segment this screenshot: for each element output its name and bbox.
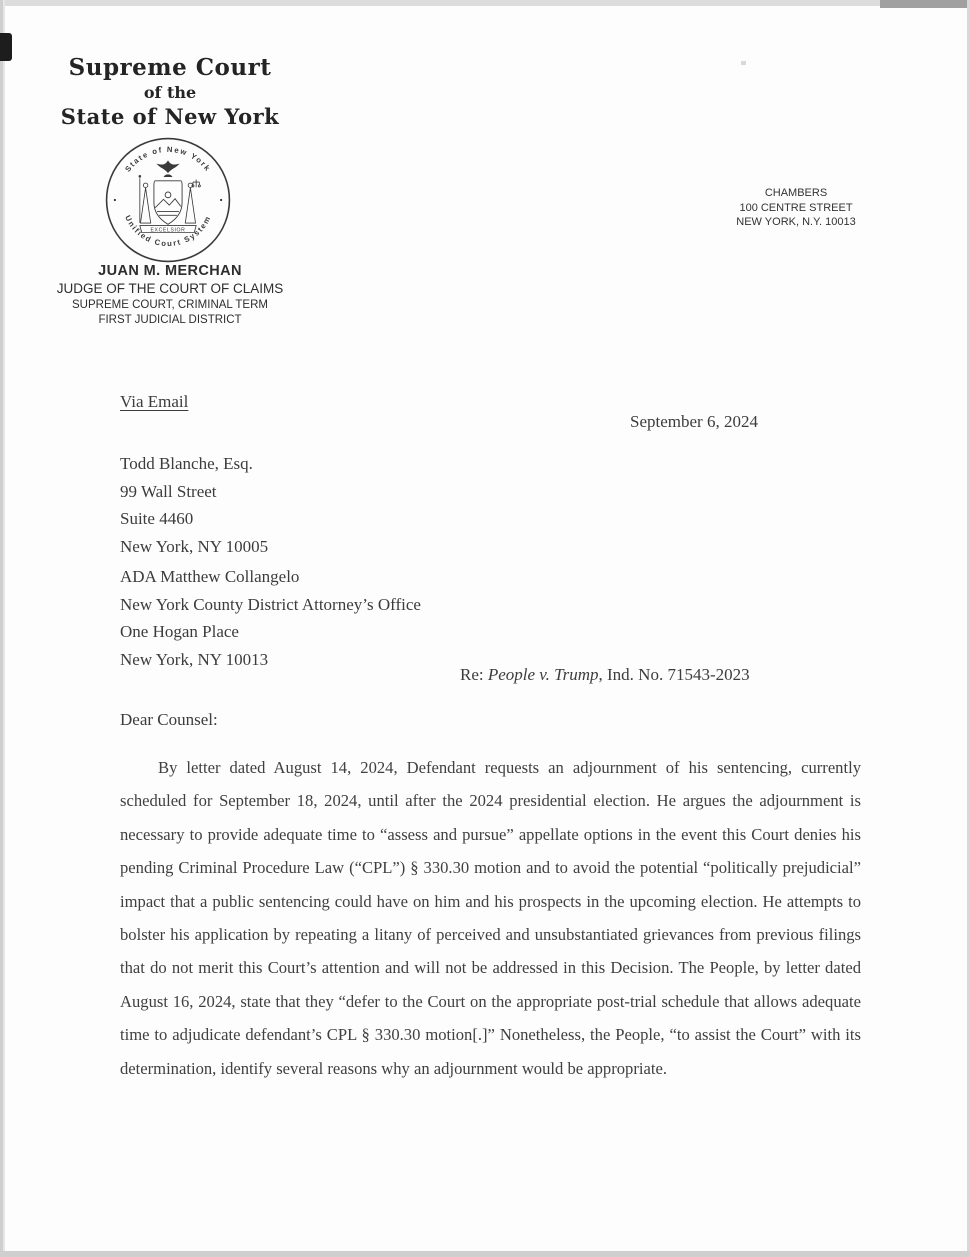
seal-shield-icon [154,181,182,225]
judge-name: JUAN M. MERCHAN [98,263,242,279]
court-title-line1: Supreme Court [68,54,272,81]
judge-identification-block [30,263,310,328]
judge-title-3: FIRST JUDICIAL DISTRICT [98,314,242,326]
recipient-line: 99 Wall Street [120,481,217,501]
chambers-address-block [711,186,881,230]
scan-artifact-corner-mark [0,33,12,61]
recipient-block-ada-collangelo [120,563,421,673]
scan-edge-top [0,0,970,6]
letter-date: September 6, 2024 [630,412,758,431]
re-prefix: Re: [460,665,488,684]
recipient-line: One Hogan Place [120,622,239,641]
salutation: Dear Counsel: [120,710,218,729]
seal-top-text: State of New York [123,144,213,174]
recipient-line: New York, NY 10013 [120,649,269,669]
seal-banner-text: EXCELSIOR [150,227,186,234]
scan-artifact-speck [741,61,746,65]
chambers-line-1: CHAMBERS [764,187,828,199]
judge-title-1: JUDGE OF THE COURT OF CLAIMS [56,281,284,296]
recipient-line: ADA Matthew Collangelo [120,567,300,586]
recipient-line: Suite 4460 [120,509,194,528]
seal-eagle-icon [156,160,179,177]
recipient-line: Todd Blanche, Esq. [120,454,253,473]
scan-edge-top-dark [880,0,970,8]
court-title-line2: of the [143,83,197,102]
re-suffix: , Ind. No. 71543-2023 [598,665,750,684]
seal-excelsior-banner [140,226,196,234]
judge-title-2: SUPREME COURT, CRIMINAL TERM [72,299,268,311]
court-title-line3: State of New York [60,104,280,129]
seal-justice-figure-icon [185,180,200,224]
chambers-line-2: 100 CENTRE STREET [739,201,853,214]
letter-body-paragraph: By letter dated August 14, 2024, Defendant requests an adjournment of his sentencing, currently scheduled for September 18, 2024, until after the 2024 presidential election. He argues the adjournment is necessary to provide adequate time to “assess and pursue” appellate options in the event this Court denies his pending Criminal Procedure Law (“CPL”) § 330.30 motion and to avoid the potential “politically prejudicial” impact that a public sentencing could have on him and his prospects in the upcoming election. He attempts to bolster his application by repeating a litany of perceived and unsubstantiated grievances from previous filings that do not merit this Court’s attention and will not be addressed in this Decision. The People, by letter dated August 16, 2024, state that they “defer to the Court on the appropriate post-trial schedule that allows adequate time to adjudicate defendant’s CPL § 330.30 motion[.]” Nonetheless, the People, “to assist the Court” with its determination, identify several reasons why an adjournment would be appropriate. [120,758,861,1078]
case-name: People v. Trump [487,665,599,684]
chambers-line-3: NEW YORK, N.Y. 10013 [736,216,856,228]
re-line [460,665,750,685]
seal-liberty-figure-icon [139,175,151,223]
recipient-line: New York County District Attorney’s Office [120,594,421,614]
recipient-block-todd-blanche [120,450,268,560]
recipient-line: New York, NY 10005 [120,536,269,556]
court-title [55,54,285,129]
scan-edge-left-inner [3,0,5,1257]
scan-edge-bottom [0,1251,970,1257]
ny-unified-court-system-seal-icon [104,136,232,264]
seal-bottom-text: Unified Court System [123,213,213,249]
delivery-method-label: Via Email [120,392,189,411]
